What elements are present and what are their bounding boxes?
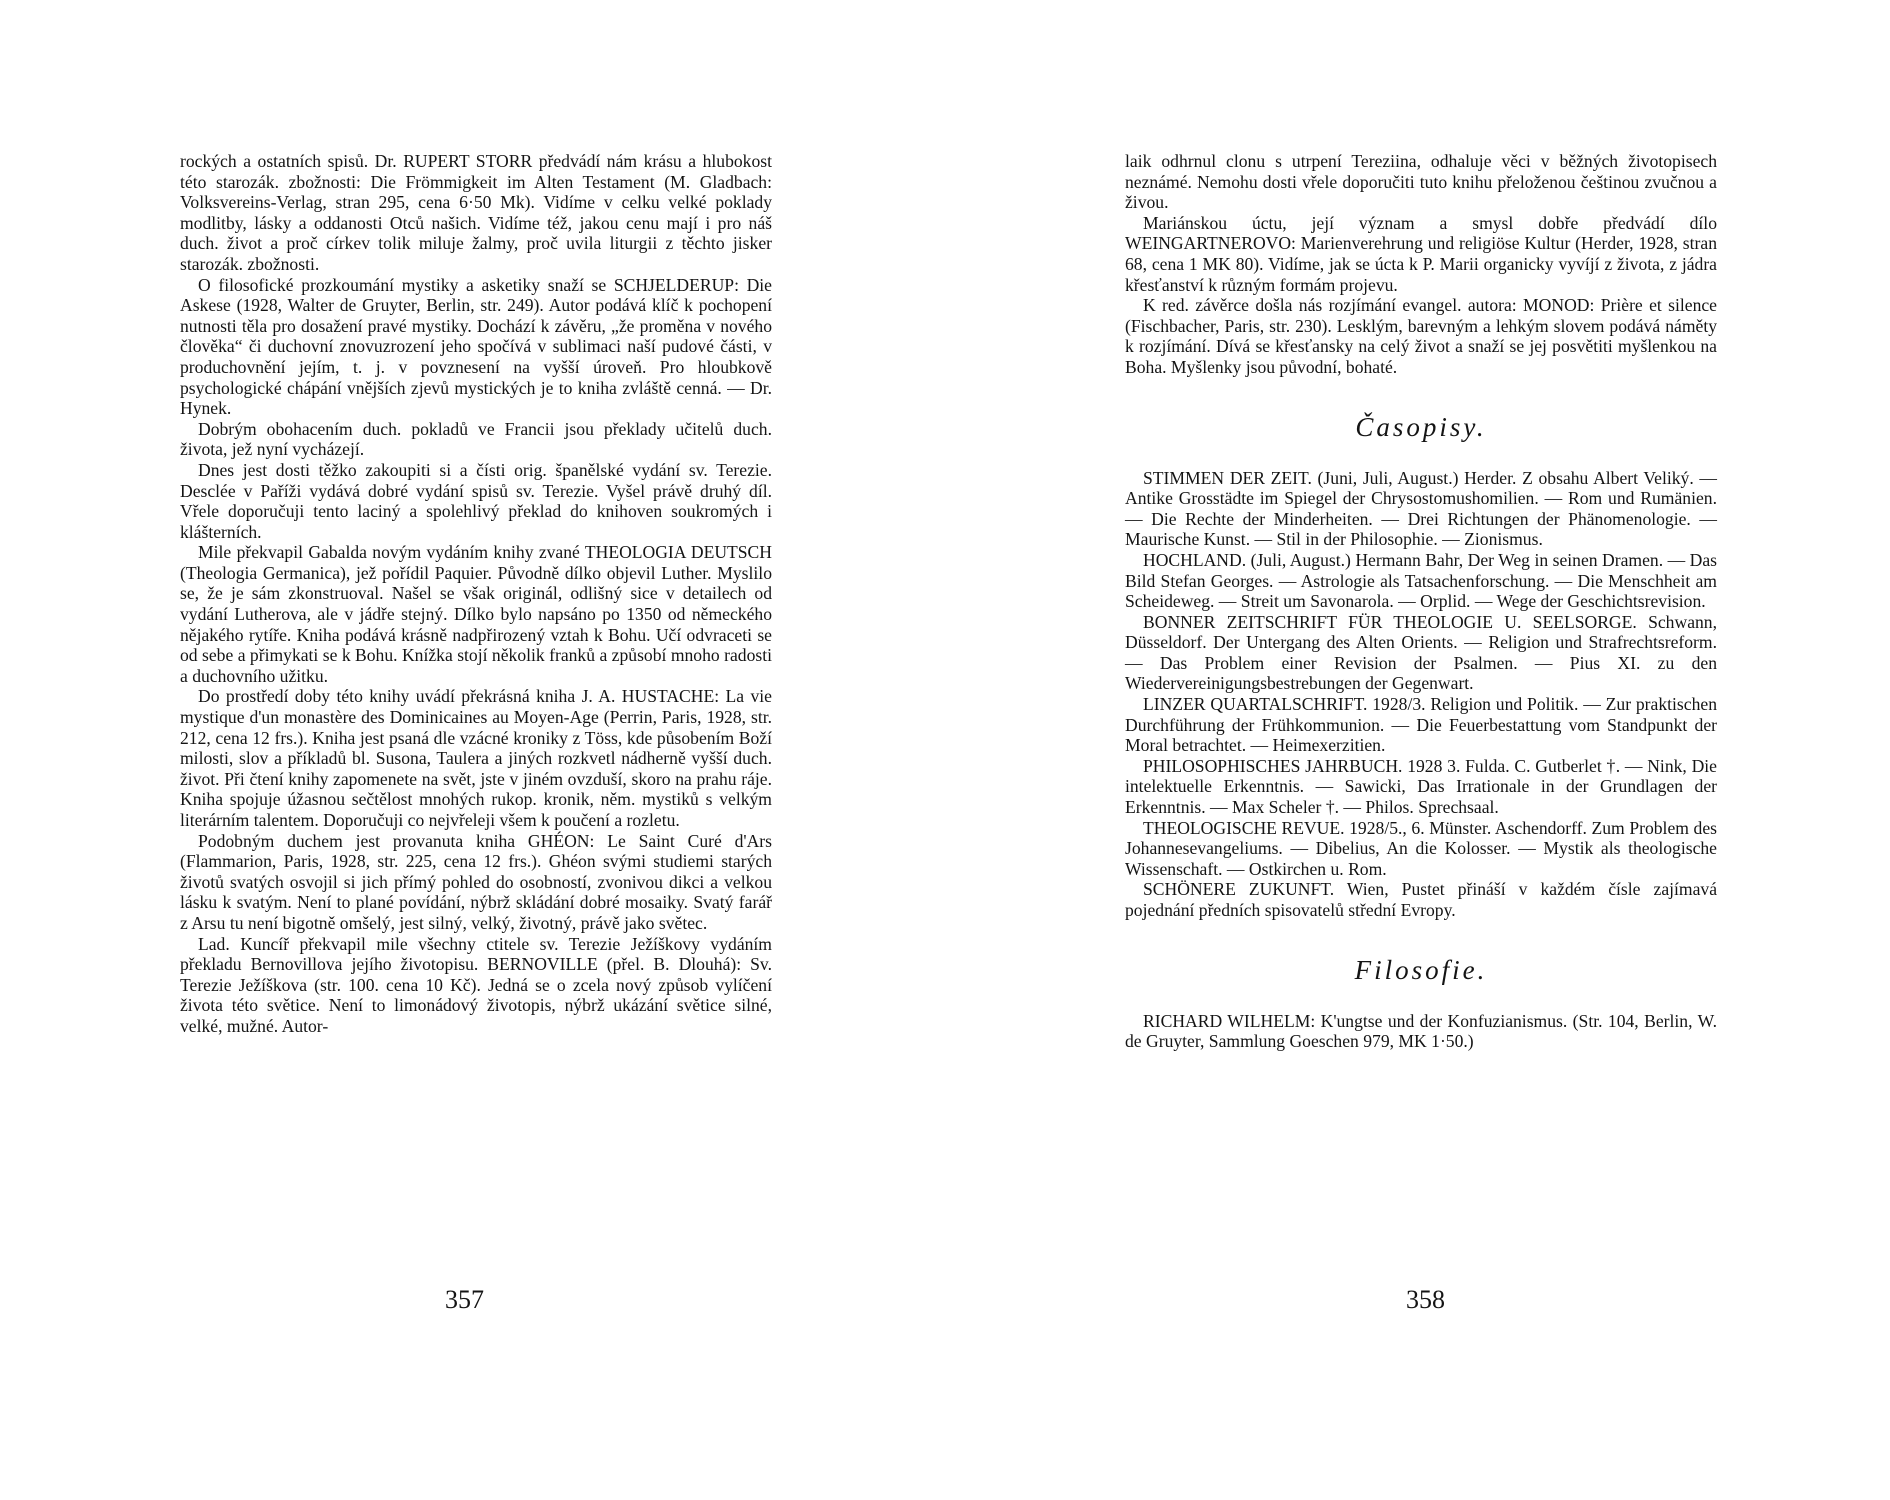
paragraph: Dnes jest dosti těžko zakoupiti si a čísti orig. španělské vydání sv. Terezie. Desclée v Paříži vydává dobré vydání spisů sv. Terezie. Vyšel právě druhý díl. Vřele doporučuji tento laciný a spolehlivý překlad do knihoven soukromých i klášterních. <box>180 459 772 542</box>
section-heading-filosofie: Filosofie. <box>1354 954 1488 985</box>
paragraph: THEOLOGISCHE REVUE. 1928/5., 6. Münster. Aschendorff. Zum Problem des Johannesevangeliums. — Dibelius, An die Kolosser. — Mystik als theologische Wissenschaft. — Ostkirchen u. Rom. <box>1125 817 1717 879</box>
paragraph: Mile překvapil Gabalda novým vydáním knihy zvané THEOLOGIA DEUTSCH (Theologia Germanica), jež pořídil Paquier. Původně dílko objevil Luther. Myslilo se, že je sám zkonstruoval. Našel se však originál, odlišný sice v detailech od vydání Lutherova, ale v jádře stejný. Dílko bylo napsáno po 1350 od německého nějakého rytíře. Kniha podává krásně nadpřirozený vztah k Bohu. Učí odvraceti se od sebe a přimykati se k Bohu. Knížka stojí několik franků a způsobí mnoho radosti a duchovního užitku. <box>180 542 772 686</box>
paragraph: Mariánskou úctu, její význam a smysl dobře předvádí dílo WEINGARTNEROVO: Marienverehrung und religiöse Kultur (Herder, 1928, stran 68, cena 1 MK 80). Vidíme, jak se úcta k P. Marii organicky vyvíjí z života, z jádra křesťanství k různým formám projevu. <box>1125 212 1717 295</box>
page-number: 358 <box>1406 1285 1445 1314</box>
paragraph: HOCHLAND. (Juli, August.) Hermann Bahr, Der Weg in seinen Dramen. — Das Bild Stefan Georges. — Astrologie als Tatsachenforschung. — Die Menschheit am Scheideweg. — Streit um Savonarola. — Orplid. — Wege der Geschichtsrevision. <box>1125 549 1717 612</box>
page-number: 357 <box>445 1285 484 1314</box>
paragraph: BONNER ZEITSCHRIFT FÜR THEOLOGIE U. SEELSORGE. Schwann, Düsseldorf. Der Untergang des Alten Orients. — Religion und Strafrechtsreform. — Das Problem einer Revision der Psalmen. — Pius XI. zu den Wiedervereinigungsbestrebungen der Gegenwart. <box>1125 611 1717 694</box>
paragraph: RICHARD WILHELM: K'ungtse und der Konfuzianismus. (Str. 104, Berlin, W. de Gruyter, Sammlung Goeschen 979, MK 1·50.) <box>1125 1010 1717 1052</box>
section-heading-casopisy: Časopisy. <box>1355 411 1487 442</box>
left-text-column <box>180 151 772 1037</box>
paragraph: laik odhrnul clonu s utrpení Tereziina, odhaluje věci v běžných životopisech neznámé. Nemohu dosti vřele doporučiti tuto knihu přeloženou češtinou zvučnou a živou. <box>1125 151 1717 213</box>
paragraph: Dobrým obohacením duch. pokladů ve Francii jsou překlady učitelů duch. života, jež nyní vycházejí. <box>180 418 772 460</box>
right-text-column <box>1125 151 1717 1052</box>
paragraph: PHILOSOPHISCHES JAHRBUCH. 1928 3. Fulda. C. Gutberlet †. — Nink, Die intelektuelle Erkenntnis. — Sawicki, Das Irrationale in der Grundlagen der Erkenntnis. — Max Scheler †. — Philos. Sprechsaal. <box>1125 755 1717 818</box>
paragraph: SCHÖNERE ZUKUNFT. Wien, Pustet přináší v každém čísle zajímavá pojednání předních spisovatelů střední Evropy. <box>1125 879 1717 920</box>
paragraph: O filosofické prozkoumání mystiky a asketiky snaží se SCHJELDERUP: Die Askese (1928, Walter de Gruyter, Berlin, str. 249). Autor podává klíč k pochopení nutnosti těla pro dosažení pravé mystiky. Dochází k závěru, „že proměna v nového člověka“ či duchovní znovuzrození jeho spočívá v sublimaci naší pudové části, v produchovnění jejím, t. j. v povznesení na vyšší úroveň. Pro hloubkově psychologické chápání vnějších zjevů mystických je to kniha zvláště cenná. — Dr. Hynek. <box>180 274 772 419</box>
paragraph: rockých a ostatních spisů. Dr. RUPERT STORR předvádí nám krásu a hlubokost této starozák. zbožnosti: Die Frömmigkeit im Alten Testament (M. Gladbach: Volksvereins-Verlag, stran 295, cena 6·50 Mk). Vidíme v celku velké poklady modlitby, lásky a oddanosti Otců našich. Vidíme též, jakou cenu mají i pro náš duch. život a proč církev tolik miluje žalmy, proč uvila liturgii z těchto jisker starozák. zbožnosti. <box>180 151 772 274</box>
paragraph: STIMMEN DER ZEIT. (Juni, Juli, August.) Herder. Z obsahu Albert Veliký. — Antike Grosstädte im Spiegel der Chrysostomushomilien. — Rom und Rumänien. — Die Rechte der Minderheiten. — Drei Richtungen der Phänomenologie. — Maurische Kunst. — Stil in der Philosophie. — Zionismus. <box>1125 467 1717 550</box>
paragraph: K red. závěrce došla nás rozjímání evangel. autora: MONOD: Prière et silence (Fischbacher, Paris, str. 230). Lesklým, barevným a lehkým slovem podává náměty k rozjímání. Dívá se křesťansky na celý život a snaží se jej posvětiti myšlenkou na Boha. Myšlenky jsou původní, bohaté. <box>1125 295 1717 377</box>
paragraph: LINZER QUARTALSCHRIFT. 1928/3. Religion und Politik. — Zur praktischen Durchführung der Frühkommunion. — Die Feuerbestattung vom Standpunkt der Moral betrachtet. — Heimexerzitien. <box>1125 694 1717 756</box>
paragraph: Do prostředí doby této knihy uvádí překrásná kniha J. A. HUSTACHE: La vie mystique d'un monastère des Dominicaines au Moyen-Age (Perrin, Paris, 1928, str. 212, cena 12 frs.). Kniha jest psaná dle vzácné kroniky z Töss, kde působením Boží milosti, slov a příkladů bl. Susona, Taulera a jiných rozkvetl nádherně vyšší duch. život. Při čtení knihy zapomenete na svět, jste v jiném ovzduší, skoro na prahu ráje. Kniha spojuje úžasnou sečtělost mnohých rukop. kronik, něm. mystiků s velkým literárním talentem. Doporučuji co nejvřeleji všem k poučení a rozletu. <box>180 686 772 830</box>
paragraph: Podobným duchem jest provanuta kniha GHÉON: Le Saint Curé d'Ars (Flammarion, Paris, 1928, str. 225, cena 12 frs.). Ghéon svými studiemi starých životů svatých osvojil si jich přímý pohled do osobností, zvonivou dikci a velkou lásku k svatým. Není to plané povídání, nýbrž skládání dobré mosaiky. Svatý farář z Arsu tu není bigotně omšelý, jest silný, velký, životný, právě jako světec. <box>180 830 772 933</box>
paragraph: Lad. Kuncíř překvapil mile všechny ctitele sv. Terezie Ježíškovy vydáním překladu Bernovillova jejího životopisu. BERNOVILLE (přel. B. Dlouhá): Sv. Terezie Ježíškova (str. 100. cena 10 Kč). Jedná se o zcela nový způsob vylíčení života této světice. Není to limonádový životopis, nýbrž ukázání světice silné, velké, mužné. Autor- <box>180 933 772 1036</box>
right-page <box>945 0 1890 1500</box>
